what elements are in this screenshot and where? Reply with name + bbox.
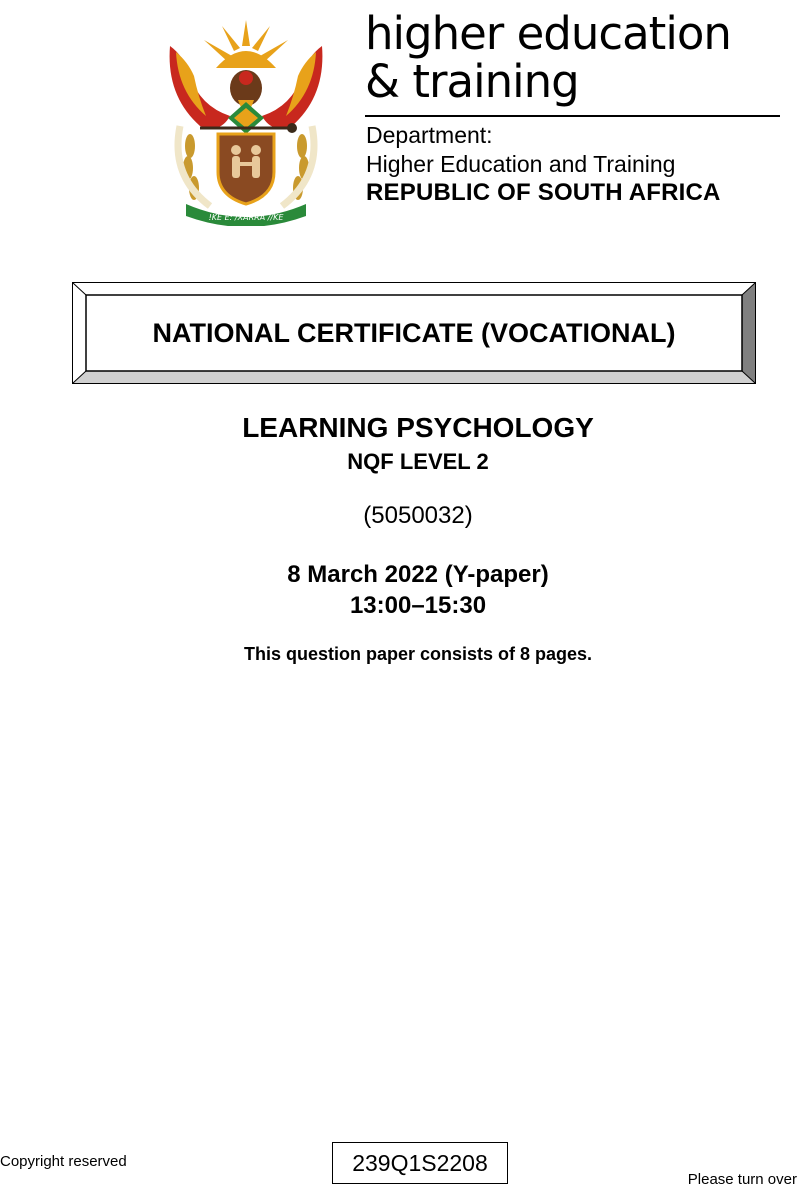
exam-time: 13:00–15:30 xyxy=(349,592,487,619)
banner-title: NATIONAL CERTIFICATE (VOCATIONAL) xyxy=(152,317,676,348)
south-africa-coat-of-arms-icon xyxy=(160,16,332,226)
svg-text:!KE E: /XARRA //KE: !KE E: /XARRA //KE xyxy=(208,213,284,222)
nqf-level: NQF LEVEL 2 xyxy=(347,449,489,474)
brand-line-higher-education: higher education xyxy=(365,7,731,60)
exam-date: 8 March 2022 (Y-paper) xyxy=(287,561,549,588)
department-name: Higher Education and Training xyxy=(366,151,676,177)
brand-divider xyxy=(365,115,780,117)
subject-code: (5050032) xyxy=(363,502,473,529)
paper-code: 239Q1S2208 xyxy=(352,1149,488,1176)
brand-wordmark xyxy=(365,7,785,108)
brand-line-training: & training xyxy=(365,55,579,108)
turn-over-note: Please turn over xyxy=(687,1171,797,1188)
department-label: Department: xyxy=(366,122,493,148)
certificate-banner xyxy=(72,282,756,384)
department-country: REPUBLIC OF SOUTH AFRICA xyxy=(366,179,721,206)
page-count-note: This question paper consists of 8 pages. xyxy=(243,644,593,664)
subject-title: LEARNING PSYCHOLOGY xyxy=(242,412,594,443)
copyright-notice: Copyright reserved xyxy=(0,1153,127,1170)
department-block xyxy=(366,121,786,208)
paper-code-box xyxy=(332,1142,508,1184)
